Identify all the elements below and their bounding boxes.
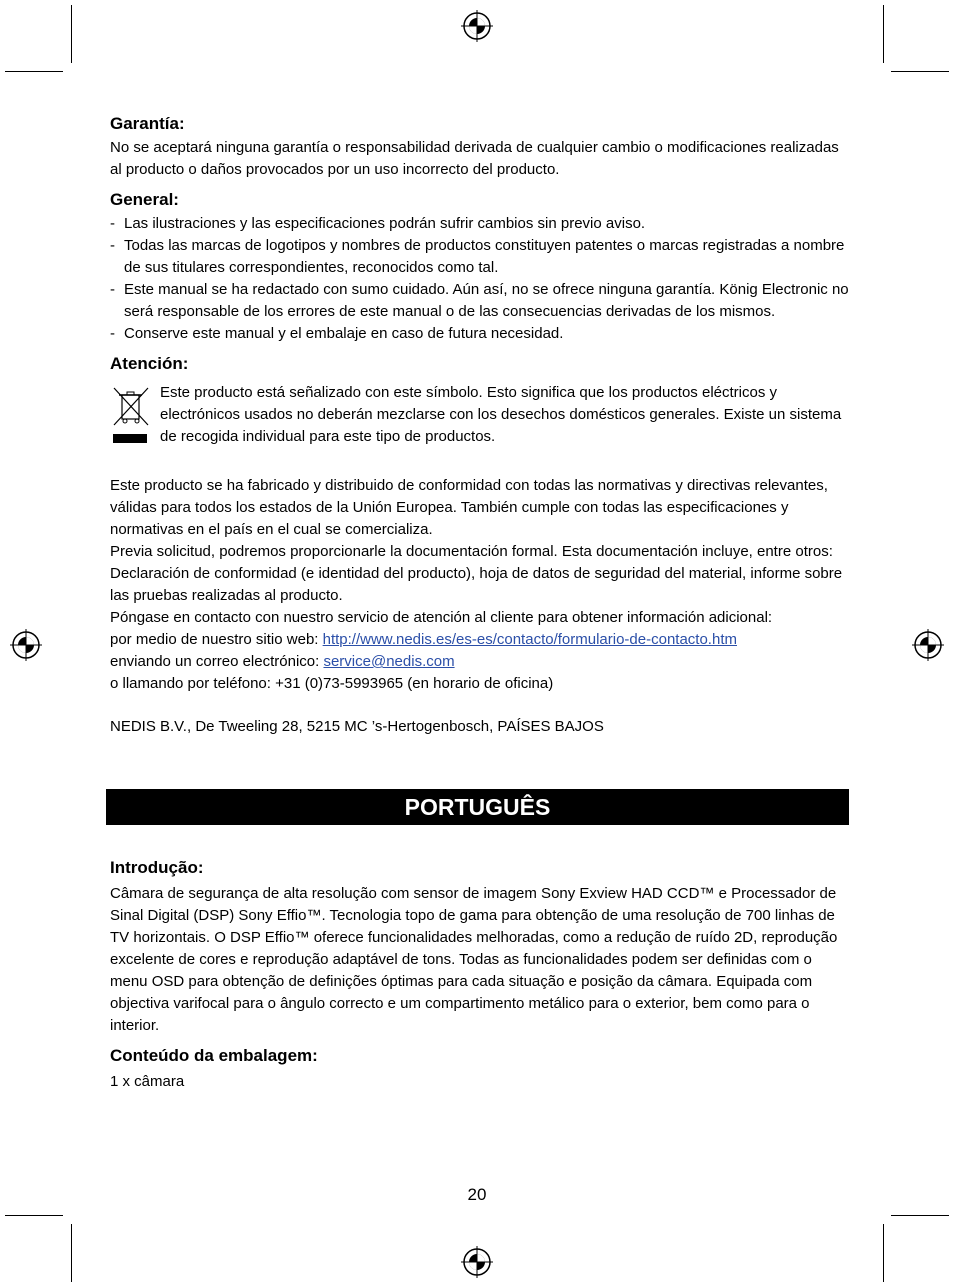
registration-mark-icon [912, 629, 944, 661]
list-item: - Las ilustraciones y las especificaciones podrán sufrir cambios sin previo aviso. [110, 213, 850, 235]
contact-email-link[interactable]: service@nedis.com [323, 653, 455, 670]
crop-mark [891, 1215, 949, 1216]
contact-intro-text: Póngase en contacto con nuestro servicio de atención al cliente para obtener información adicional: [110, 609, 773, 626]
contact-web-link[interactable]: http://www.nedis.es/es-es/contacto/formulario-de-contacto.htm [322, 631, 737, 648]
garantia-text: No se aceptará ninguna garantía o responsabilidad derivada de cualquier cambio o modificaciones realizadas al producto o daños provocados por un uso incorrecto del producto. [110, 139, 839, 178]
contact-email-line [110, 651, 850, 673]
contact-web-line [110, 629, 850, 651]
crossed-bin-icon [110, 385, 150, 447]
contact-phone-line: o llamando por teléfono: +31 (0)73-5993965 (en horario de oficina) [110, 675, 554, 692]
language-section-header: PORTUGUÊS [106, 789, 849, 825]
spanish-section [110, 113, 850, 738]
list-item: - Conserve este manual y el embalaje en caso de futura necesidad. [110, 323, 850, 345]
crop-mark [883, 5, 884, 63]
documentation-text: Previa solicitud, podremos proporcionarle la documentación formal. Esta documentación incluye, entre otros: Declaración de conformidad (e identidad del producto), hoja de datos de seguridad del material, informe sobre las pruebas realizadas al producto. [110, 543, 843, 604]
list-item: - Todas las marcas de logotipos y nombres de productos constituyen patentes o marcas registradas a nombre de sus titulares correspondientes, reconocidos como tal. [110, 235, 850, 279]
list-item: - Este manual se ha redactado con sumo cuidado. Aún así, no se ofrece ninguna garantía. König Electronic no será responsable de los errores de este manual o de las consecuencias derivadas de los mismos. [110, 279, 850, 323]
registration-mark-icon [461, 1246, 493, 1278]
crop-mark [71, 5, 72, 63]
registration-mark-icon [461, 10, 493, 42]
crop-mark [883, 1224, 884, 1282]
introducao-text: Câmara de segurança de alta resolução com sensor de imagem Sony Exview HAD CCD™ e Processador de Sinal Digital (DSP) Sony Effio™. Tecnologia topo de gama para obtenção de uma resolução de 700 linhas de TV horizontais. O DSP Effio™ oferece funcionalidades melhoradas, como a redução de ruído 2D, reprodução excelente de cores e reprodução adaptável de tons. Todas as funcionalidades podem ser definidas com o menu OSD para obtenção de definições óptimas para cada situação e posição da câmara. Equipada com objectiva varifocal para o ângulo correcto e um compartimento metálico para o exterior, bem como para o interior. [110, 885, 838, 1034]
company-address: NEDIS B.V., De Tweeling 28, 5215 MC ’s-Hertogenbosch, PAÍSES BAJOS [110, 718, 604, 735]
general-heading: General: [110, 190, 179, 209]
email-prefix: enviando un correo electrónico: [110, 653, 324, 670]
crop-mark [71, 1224, 72, 1282]
introducao-heading: Introdução: [110, 858, 204, 877]
garantia-heading: Garantía: [110, 114, 185, 133]
registration-mark-icon [10, 629, 42, 661]
package-contents-item: 1 x câmara [110, 1073, 185, 1090]
weee-text: Este producto está señalizado con este símbolo. Esto significa que los productos eléctricos y electrónicos usados no deberán mezclarse con los desechos domésticos generales. Existe un sistema de recogida individual para este tipo de productos. [160, 384, 842, 445]
weee-notice [110, 385, 850, 448]
page-number: 20 [467, 1185, 487, 1204]
package-contents-heading: Conteúdo da embalagem: [110, 1046, 318, 1065]
conformity-text: Este producto se ha fabricado y distribuido de conformidad con todas las normativas y directivas relevantes, válidas para todos los estados de la Unión Europea. También cumple con todas las especificaciones y normativas en el país en el cual se comercializa. [110, 477, 828, 538]
atencion-heading: Atención: [110, 354, 189, 373]
portuguese-section [110, 857, 850, 1093]
web-prefix: por medio de nuestro sitio web: [110, 631, 323, 648]
crop-mark [5, 1215, 63, 1216]
general-list [110, 213, 850, 345]
crop-mark [5, 71, 63, 72]
crop-mark [891, 71, 949, 72]
